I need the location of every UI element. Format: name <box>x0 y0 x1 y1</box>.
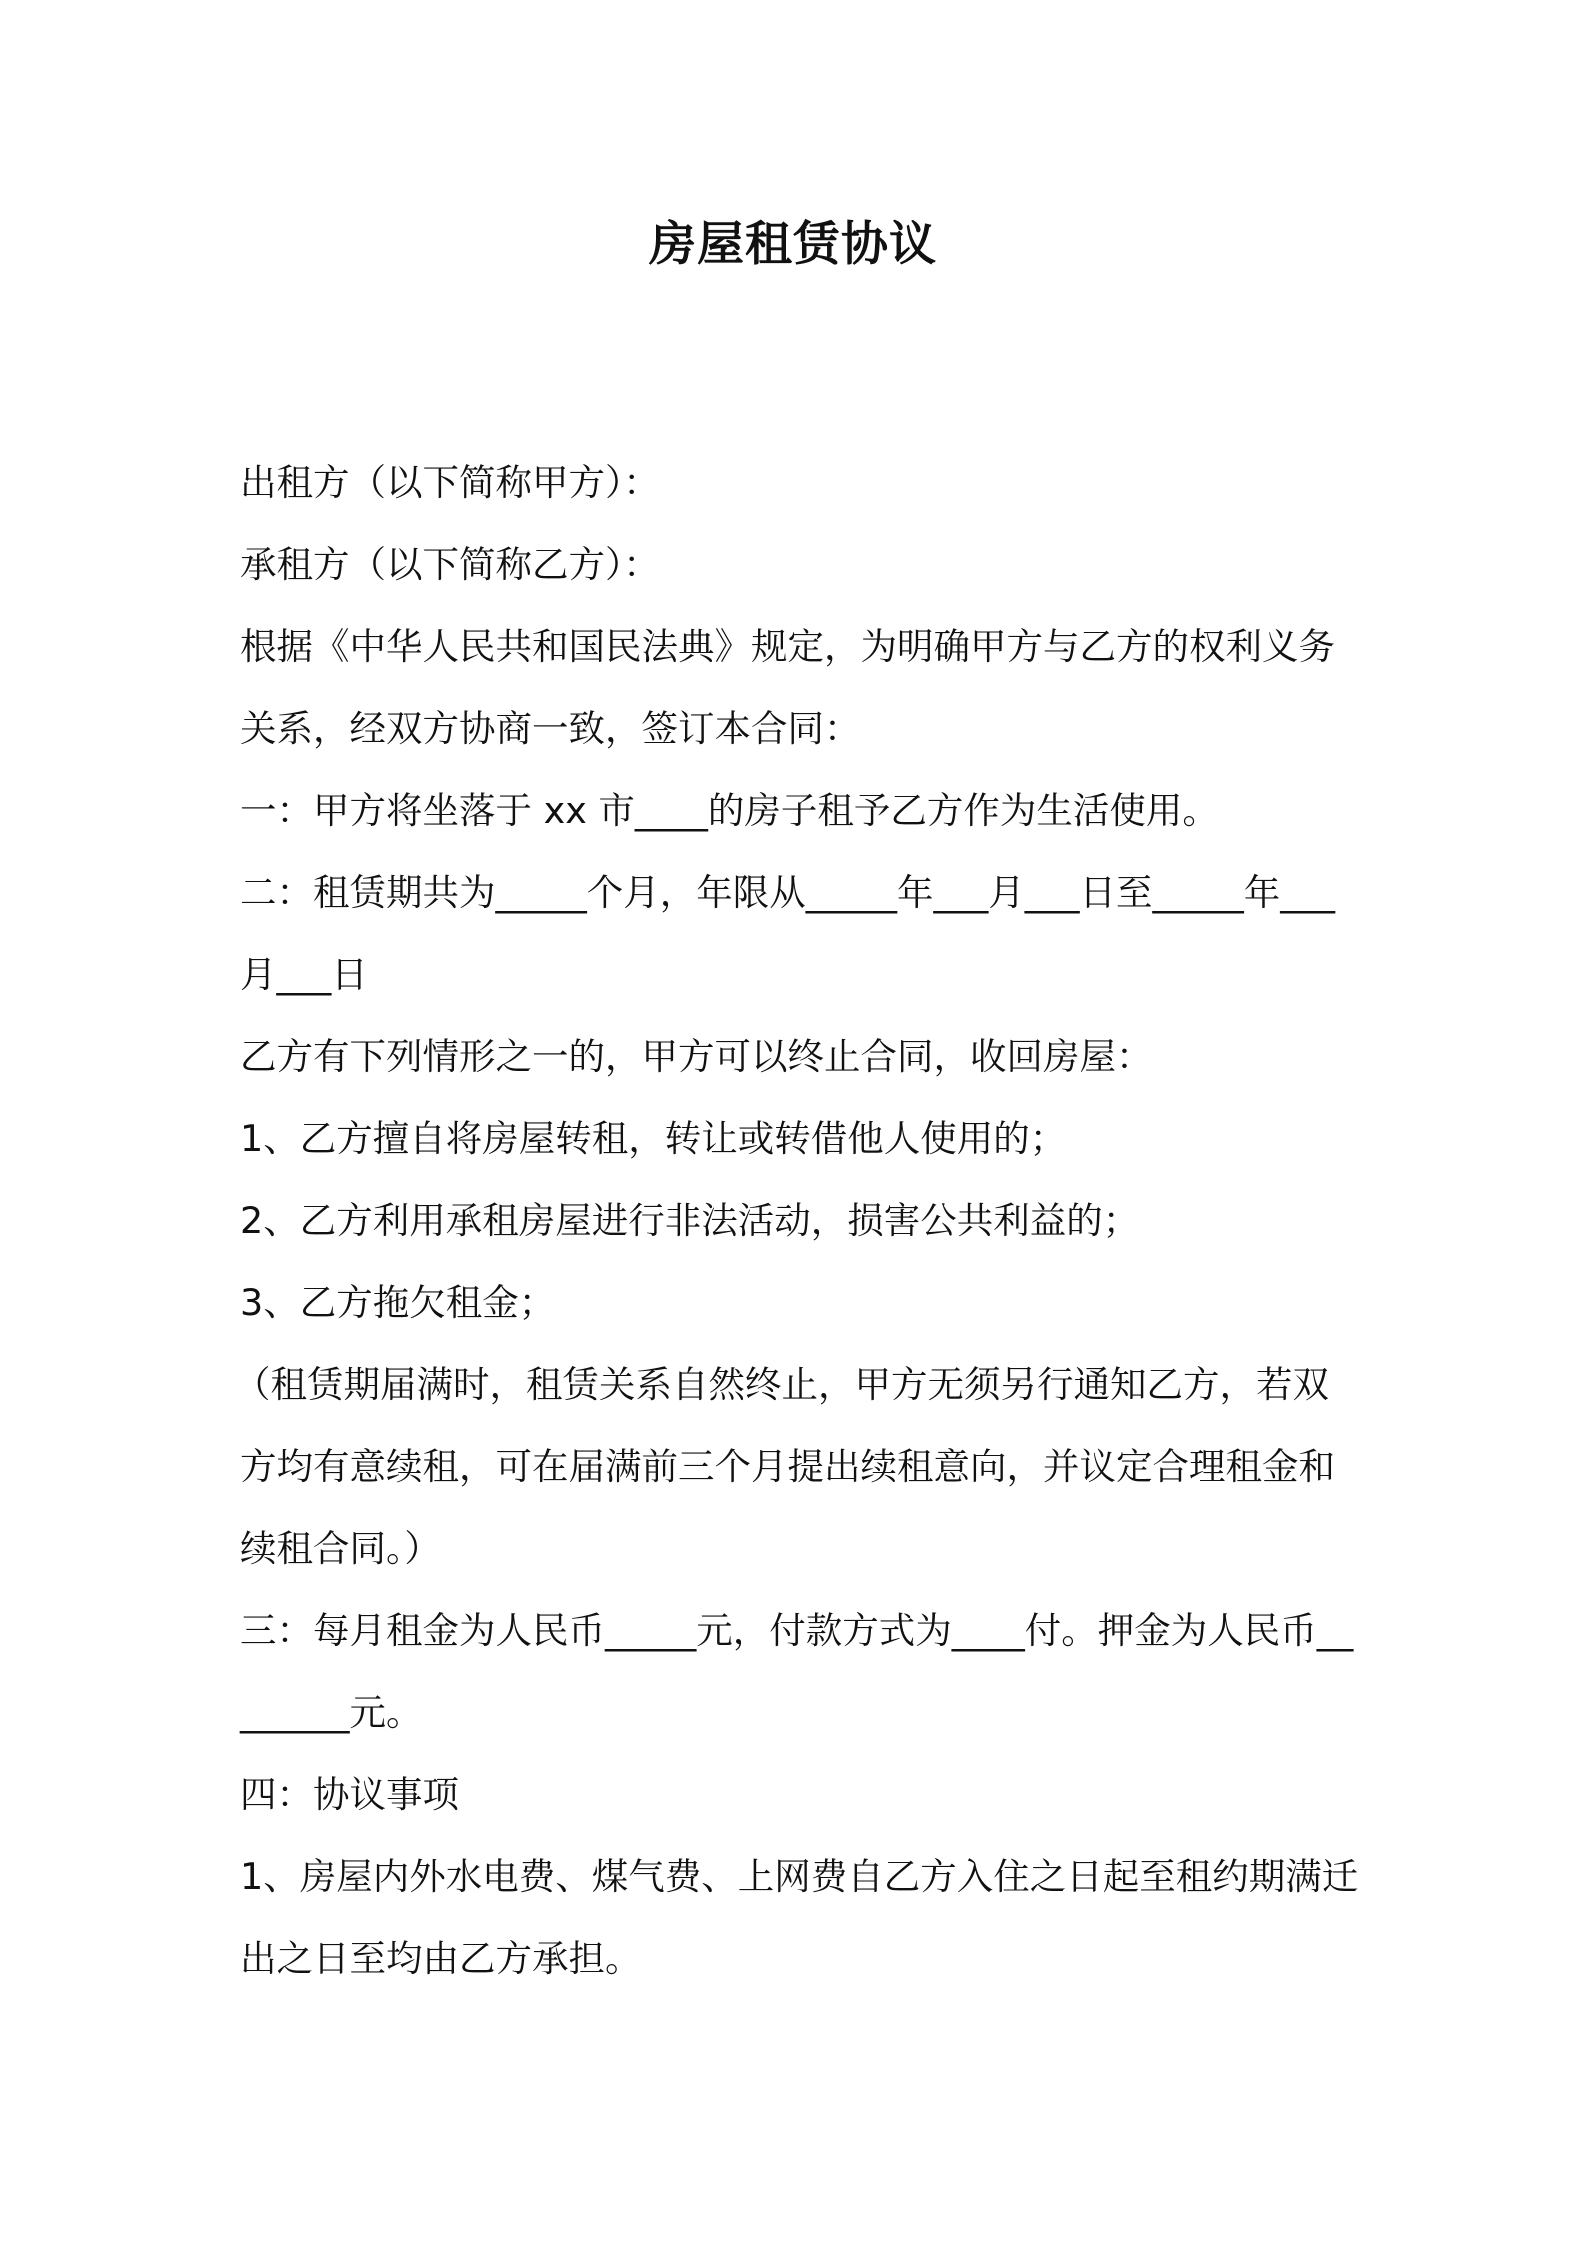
termination-intro-paragraph: 乙方有下列情形之一的，甲方可以终止合同，收回房屋： <box>240 1035 1153 1078</box>
document-body <box>234 442 1360 2000</box>
termination-item-2: 2、乙方利用承租房屋进行非法活动，损害公共利益的； <box>240 1199 1140 1242</box>
termination-item-3: 3、乙方拖欠租金； <box>240 1281 556 1324</box>
renewal-note-paragraph: （租赁期届满时，租赁关系自然终止，甲方无须另行通知乙方，若双方均有意续租，可在届满前三个月提出续租意向，并议定合理租金和续租合同。） <box>234 1363 1335 1570</box>
clause-4-item-1: 1、房屋内外水电费、煤气费、上网费自乙方入住之日起至租约期满迁出之日至均由乙方承担。 <box>240 1855 1359 1980</box>
lessee-line: 承租方（以下简称乙方）： <box>240 543 660 586</box>
document-title: 房屋租赁协议 <box>649 217 937 272</box>
clause-2-paragraph: 二：租赁期共为_____个月，年限从_____年___月___日至_____年___月___日 <box>240 871 1335 996</box>
clause-3-paragraph: 三：每月租金为人民币_____元，付款方式为____付。押金为人民币________元。 <box>240 1609 1354 1734</box>
termination-item-1: 1、乙方擅自将房屋转租，转让或转借他人使用的； <box>240 1117 1067 1160</box>
lessor-line: 出租方（以下简称甲方）： <box>240 461 660 504</box>
preamble-paragraph: 根据《中华人民共和国民法典》规定，为明确甲方与乙方的权利义务关系，经双方协商一致，签订本合同： <box>240 625 1335 750</box>
clause-1-paragraph: 一：甲方将坐落于 xx 市____的房子租予乙方作为生活使用。 <box>240 789 1219 832</box>
clause-4-heading: 四：协议事项 <box>240 1773 459 1816</box>
